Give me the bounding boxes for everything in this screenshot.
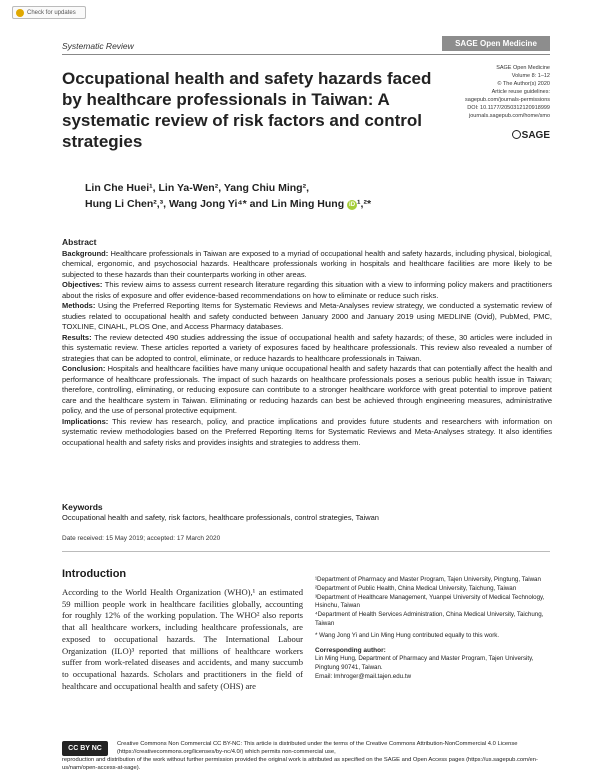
author-list — [85, 180, 505, 212]
cc-by-nc-icon[interactable]: CC BY NC — [62, 741, 108, 756]
footnotes — [315, 576, 555, 682]
meta-reuse-label: Article reuse guidelines: — [491, 89, 550, 95]
introduction-heading: Introduction — [62, 568, 127, 580]
journal-metadata — [440, 64, 550, 120]
keywords-heading: Keywords — [62, 502, 103, 512]
abstract-section — [62, 237, 552, 448]
abstract-background: Background: Healthcare professionals in Taiwan are exposed to a myriad of occupational health and safety hazards, including physical, biological, chemical, ergonomic, and psychosocial hazards. Healthcare professionals working in hospitals and healthcare facilities are more likely to be subjected to these hazards than their counterparts working in other areas. — [62, 248, 552, 279]
meta-permissions-link[interactable]: sagepub.com/journals-permissions — [465, 97, 550, 103]
journal-tag: SAGE Open Medicine — [442, 36, 550, 51]
meta-journal-link[interactable]: journals.sagepub.com/home/smo — [468, 113, 550, 119]
keywords-section — [62, 502, 552, 523]
affiliation-2: ²Department of Public Health, China Medical University, Taichung, Taiwan — [315, 584, 517, 592]
authors-line-2: Hung Li Chen²,³, Wang Jong Yi⁴* and Lin Ming Hung iD ¹,²* — [85, 198, 372, 210]
abstract-implications: Implications: This review has research, policy, and practice implications and provides future students and researchers with information on systematic review methodologies based on the Preferred Reporting Items for Systematic Reviews and Meta-Analyses strategy. It also identifies occupational health and safety risks and provides insights and strategies to address them. — [62, 416, 552, 447]
meta-copyright: © The Author(s) 2020 — [497, 81, 550, 87]
publisher-logo: SAGE — [512, 130, 550, 141]
update-badge-label: Check for updates — [27, 10, 76, 16]
check-for-updates-badge[interactable] — [12, 6, 86, 19]
affiliation-1: ¹Department of Pharmacy and Master Program, Tajen University, Pingtung, Taiwan — [315, 576, 541, 583]
corresponding-author-email[interactable]: Email: lmhroger@mail.tajen.edu.tw — [315, 672, 412, 680]
corresponding-author-heading: Corresponding author: — [315, 646, 386, 654]
sage-logo-icon — [512, 130, 521, 139]
keywords-text: Occupational health and safety, risk factors, healthcare professionals, control strategies, Taiwan — [62, 513, 379, 522]
orcid-icon[interactable]: iD — [349, 202, 356, 208]
section-divider — [62, 551, 550, 552]
equal-contribution-note: * Wang Jong Yi and Lin Ming Hung contributed equally to this work. — [315, 631, 500, 639]
license-text-2: reproduction and distribution of the work without further permission provided the original work is attributed as specified on the SAGE and Open Access pages (https://us.sagepub.com/en-us/nam/open-access-at-sage). — [62, 757, 538, 771]
meta-journal: SAGE Open Medicine — [496, 65, 550, 71]
authors-line-1: Lin Che Huei¹, Lin Ya-Wen², Yang Chiu Ming², — [85, 182, 310, 194]
abstract-methods: Methods: Using the Preferred Reporting Items for Systematic Reviews and Meta-Analyses review strategy, we conducted a systematic review of studies related to occupational health and safety conducted between January 2000 and January 2019 using MEDLINE (Ovid), PubMed, PMC, TOXLINE, CINAHL, PLOS One, and Access Pharmacy databases. — [62, 301, 552, 331]
header-divider — [62, 54, 550, 55]
license-box — [62, 740, 552, 772]
corresponding-author-address: Lin Ming Hung, Department of Pharmacy and Master Program, Tajen University, Pingtung 90741, Taiwan. — [315, 655, 534, 672]
abstract-heading: Abstract — [62, 237, 97, 247]
article-type: Systematic Review — [62, 41, 134, 51]
meta-doi[interactable]: DOI: 10.1177/2050312120918999 — [467, 105, 550, 111]
introduction-body: According to the World Health Organization (WHO),¹ an estimated 59 million people work in healthcare facilities globally, accounting for roughly 12% of the working population. The WHO² also reports that all healthcare workers, including healthcare professionals, are exposed to occupational hazards. The International Labour Organization (ILO)³ reported that millions of healthcare workers suffer from work-related diseases and accidents, and many succumb to occupational hazards. Scholars and practitioners in the field of healthcare and occupational health and safety (OHS) are — [62, 587, 303, 691]
affiliation-4: ⁴Department of Health Services Administration, China Medical University, Taichung, Taiwan — [315, 611, 544, 627]
abstract-results: Results: The review detected 490 studies addressing the issue of occupational health and safety hazards; of these, 30 articles were included in this systematic review. These articles reported a variety of exposures faced by healthcare professionals. This review also revealed a number of strategies that can be adopted to control, eliminate, or reduce hazards to healthcare professionals in Taiwan. — [62, 332, 553, 363]
date-received: Date received: 15 May 2019; accepted: 17 March 2020 — [62, 535, 221, 542]
paper-title: Occupational health and safety hazards faced by healthcare professionals in Taiwan: A systematic review of risk factors and control strategies — [62, 69, 432, 151]
license-text-1: Creative Commons Non Commercial CC BY-NC: This article is distributed under the terms of the Creative Commons Attribution-NonCommercial 4.0 License (https://creativecommons.org/licenses/by-nc/4.0/) which permits non-commercial use, — [117, 741, 518, 755]
abstract-objectives: Objectives: This review aims to assess current research literature regarding this situation with a view to informing policy makers and practitioners about the risks of exposure and offer evidence-based recommendations on how to eliminate or reduce such risks. — [62, 280, 552, 300]
authors-line-2-suffix: ¹,²* — [357, 198, 372, 210]
abstract-conclusion: Conclusion: Hospitals and healthcare facilities have many unique occupational health and safety hazards that can potentially affect the health and performance of healthcare professionals. The impact of such hazards on healthcare professionals poses a serious public health issue in Taiwan; therefore, controlling, eliminating, or reducing exposure can contribute to a stronger healthcare workforce with great potential to improve patient care and the healthcare system in Taiwan. Eliminating or reducing hazards can best be achieved through engineering measures, administrative policy, and the use of personal protective equipment. — [62, 364, 552, 415]
meta-volume: Volume 8: 1–12 — [511, 73, 550, 79]
affiliation-3: ³Department of Healthcare Management, Yuanpei University of Medical Technology, Hsinchu, Taiwan — [315, 593, 545, 610]
update-icon — [16, 9, 24, 17]
